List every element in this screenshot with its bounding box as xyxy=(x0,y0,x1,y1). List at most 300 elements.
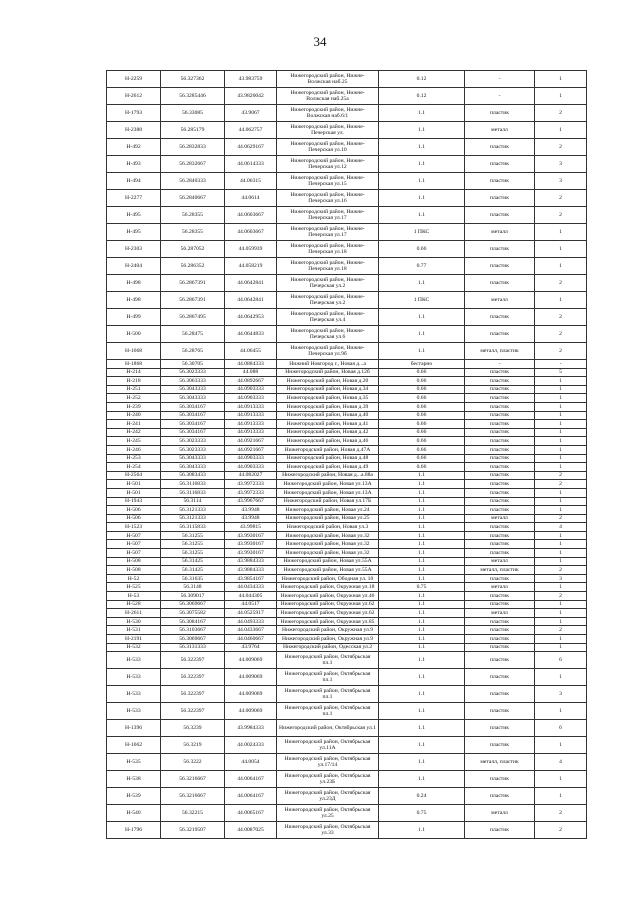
longitude-cell: 43.9067 xyxy=(225,105,277,122)
site-id-cell: Н-533 xyxy=(107,652,161,669)
material-cell: пластик xyxy=(465,463,535,472)
table-row xyxy=(107,463,587,472)
site-id-cell: Н-252 xyxy=(107,394,161,403)
volume-cell: 1.1 xyxy=(379,686,465,703)
count-cell: 3 xyxy=(535,156,587,173)
count-cell: 2 xyxy=(535,105,587,122)
table-row xyxy=(107,156,587,173)
latitude-cell: 56.32215 xyxy=(161,805,225,822)
latitude-cell: 56.3285446 xyxy=(161,88,225,105)
longitude-cell: 44.0913333 xyxy=(225,428,277,437)
longitude-cell: 44.009069 xyxy=(225,686,277,703)
latitude-cell: 56.327362 xyxy=(161,71,225,88)
site-id-cell: Н-254 xyxy=(107,463,161,472)
site-id-cell: Н-1662 xyxy=(107,737,161,754)
site-id-cell: Н-533 xyxy=(107,686,161,703)
material-cell: пластик xyxy=(465,241,535,258)
longitude-cell: 44.062757 xyxy=(225,122,277,139)
material-cell: - xyxy=(465,360,535,369)
count-cell: 2 xyxy=(535,207,587,224)
address-cell: Нижегородский район, Новая ул.3 xyxy=(277,523,379,532)
count-cell: 2 xyxy=(535,309,587,326)
table-row xyxy=(107,652,587,669)
count-cell: 2 xyxy=(535,190,587,207)
longitude-cell: 44.0064167 xyxy=(225,771,277,788)
site-id-cell: Н-2611 xyxy=(107,609,161,618)
table-row xyxy=(107,592,587,601)
site-id-cell: Н-246 xyxy=(107,445,161,454)
count-cell: 1 xyxy=(535,549,587,558)
site-id-cell: Н-508 xyxy=(107,557,161,566)
address-cell: Нижегородский район, Нижне-Печерская ул. xyxy=(277,122,379,139)
table-row xyxy=(107,411,587,420)
address-cell: Нижегородский район, Новая д.35 xyxy=(277,394,379,403)
count-cell: 1 xyxy=(535,402,587,411)
count-cell: 1 xyxy=(535,600,587,609)
longitude-cell: 43.99815 xyxy=(225,523,277,532)
address-cell: Нижегородский район, Новая д.47А xyxy=(277,445,379,454)
count-cell: 1 xyxy=(535,609,587,618)
longitude-cell: 44.0614 xyxy=(225,190,277,207)
latitude-cell: 56.322397 xyxy=(161,686,225,703)
longitude-cell: 44.088 xyxy=(225,368,277,377)
address-cell: Нижегородский район, Нижне-Печерская ул.17 xyxy=(277,207,379,224)
material-cell: пластик xyxy=(465,617,535,626)
site-id-cell: Н-2612 xyxy=(107,88,161,105)
count-cell: 1 xyxy=(535,420,587,429)
longitude-cell: 44.06315 xyxy=(225,173,277,190)
volume-cell: бестарно xyxy=(379,360,465,369)
count-cell: 1 xyxy=(535,771,587,788)
longitude-cell: 44.0087025 xyxy=(225,822,277,839)
volume-cell: 1.1 xyxy=(379,635,465,644)
address-cell: Нижегородский район, Октябрьская пл.1 xyxy=(277,686,379,703)
volume-cell: 0.12 xyxy=(379,88,465,105)
latitude-cell: 56.31425 xyxy=(161,557,225,566)
table-row xyxy=(107,643,587,652)
table-row xyxy=(107,385,587,394)
latitude-cell: 56.2867391 xyxy=(161,292,225,309)
latitude-cell: 56.3043333 xyxy=(161,394,225,403)
volume-cell: 0.66 xyxy=(379,368,465,377)
latitude-cell: 56.309017 xyxy=(161,592,225,601)
volume-cell: 0.66 xyxy=(379,428,465,437)
material-cell: пластик xyxy=(465,600,535,609)
table-row xyxy=(107,258,587,275)
longitude-cell: 44.0642841 xyxy=(225,292,277,309)
table-row xyxy=(107,720,587,737)
site-id-cell: Н-508 xyxy=(107,566,161,575)
volume-cell: 0.12 xyxy=(379,71,465,88)
volume-cell: 1.1 xyxy=(379,574,465,583)
count-cell: 1 xyxy=(535,788,587,805)
count-cell: 1 xyxy=(535,635,587,644)
volume-cell: 1.1 xyxy=(379,626,465,635)
address-cell: Нижегородский район, Октябрьская ул.17/14 xyxy=(277,754,379,771)
count-cell: 1 xyxy=(535,669,587,686)
volume-cell: 1.1 xyxy=(379,105,465,122)
material-cell: пластик xyxy=(465,480,535,489)
site-id-cell: Н-498 xyxy=(107,275,161,292)
count-cell: 1 xyxy=(535,643,587,652)
container-sites-table xyxy=(106,70,587,839)
site-id-cell: Н-241 xyxy=(107,420,161,429)
longitude-cell: 43.9972333 xyxy=(225,488,277,497)
longitude-cell: 43.9930167 xyxy=(225,540,277,549)
volume-cell: 0.66 xyxy=(379,385,465,394)
longitude-cell: 44.0903333 xyxy=(225,463,277,472)
table-row xyxy=(107,402,587,411)
address-cell: Нижегородский район, Нижне-Печерская ул.6 xyxy=(277,326,379,343)
material-cell: пластик xyxy=(465,669,535,686)
material-cell: металл xyxy=(465,224,535,241)
address-cell: Нижегородский район, Октябрьская ул.25 xyxy=(277,805,379,822)
latitude-cell: 56.3121333 xyxy=(161,506,225,515)
table-row xyxy=(107,635,587,644)
count-cell: 2 xyxy=(535,626,587,635)
material-cell: пластик xyxy=(465,549,535,558)
table-row xyxy=(107,488,587,497)
table-row xyxy=(107,703,587,720)
count-cell: 2 xyxy=(535,514,587,523)
latitude-cell: 56.28355 xyxy=(161,224,225,241)
address-cell: Нижний Новгород г., Новая д...а xyxy=(277,360,379,369)
count-cell: 1 xyxy=(535,88,587,105)
longitude-cell: 43.9948 xyxy=(225,514,277,523)
latitude-cell: 56.3034167 xyxy=(161,420,225,429)
latitude-cell: 56.3034167 xyxy=(161,428,225,437)
table-row xyxy=(107,788,587,805)
longitude-cell: 44.0054 xyxy=(225,754,277,771)
latitude-cell: 56.3069667 xyxy=(161,600,225,609)
latitude-cell: 56.322397 xyxy=(161,669,225,686)
volume-cell: 1.1 xyxy=(379,523,465,532)
volume-cell: 1.1 xyxy=(379,771,465,788)
volume-cell: 0.66 xyxy=(379,420,465,429)
site-id-cell: Н-253 xyxy=(107,454,161,463)
address-cell: Нижегородский район, Новая ул.13А xyxy=(277,480,379,489)
material-cell: пластик xyxy=(465,822,535,839)
volume-cell: 1.1 xyxy=(379,122,465,139)
latitude-cell: 56.3043333 xyxy=(161,385,225,394)
site-id-cell: Н-1796 xyxy=(107,822,161,839)
volume-cell: 1.1 xyxy=(379,531,465,540)
site-id-cell: Н-539 xyxy=(107,788,161,805)
address-cell: Нижегородский район, Нижне-Печерская ул.2 xyxy=(277,275,379,292)
site-id-cell: Н-1943 xyxy=(107,497,161,506)
material-cell: пластик xyxy=(465,368,535,377)
count-cell: 1 xyxy=(535,241,587,258)
count-cell: 1 xyxy=(535,488,587,497)
site-id-cell: Н-214 xyxy=(107,368,161,377)
volume-cell: 0.66 xyxy=(379,437,465,446)
address-cell: Нижегородский район, Новая ул.55А xyxy=(277,557,379,566)
material-cell: пластик xyxy=(465,720,535,737)
address-cell: Нижегородский район, Новая д.46 xyxy=(277,437,379,446)
volume-cell: 1.1 xyxy=(379,737,465,754)
count-cell: 6 xyxy=(535,720,587,737)
longitude-cell: 43.9967667 xyxy=(225,497,277,506)
longitude-cell: 44.0603667 xyxy=(225,224,277,241)
site-id-cell: Н-495 xyxy=(107,224,161,241)
volume-cell: 0.75 xyxy=(379,805,465,822)
longitude-cell: 44.0525917 xyxy=(225,609,277,618)
longitude-cell: 44.058219 xyxy=(225,258,277,275)
volume-cell: 1.1 xyxy=(379,156,465,173)
longitude-cell: 44.0903333 xyxy=(225,394,277,403)
count-cell: 1 xyxy=(535,703,587,720)
site-id-cell: Н-495 xyxy=(107,207,161,224)
site-id-cell: Н-498 xyxy=(107,292,161,309)
address-cell: Нижегородский район, Окружная ул.18 xyxy=(277,583,379,592)
site-id-cell: Н-533 xyxy=(107,703,161,720)
site-id-cell: Н-506 xyxy=(107,506,161,515)
count-cell: 5 xyxy=(535,368,587,377)
site-id-cell: Н-501 xyxy=(107,480,161,489)
latitude-cell: 56.3023333 xyxy=(161,445,225,454)
longitude-cell: 44.009069 xyxy=(225,703,277,720)
material-cell: пластик xyxy=(465,652,535,669)
count-cell: 2 xyxy=(535,822,587,839)
count-cell: 1 xyxy=(535,454,587,463)
latitude-cell: 56.3131333 xyxy=(161,643,225,652)
material-cell: пластик xyxy=(465,377,535,386)
table-row xyxy=(107,771,587,788)
site-id-cell: Н-52 xyxy=(107,574,161,583)
material-cell: металл xyxy=(465,557,535,566)
volume-cell: 1.1 xyxy=(379,173,465,190)
count-cell: 2 xyxy=(535,471,587,480)
latitude-cell: 56.31255 xyxy=(161,531,225,540)
address-cell: Нижегородский район, Новая д.49 xyxy=(277,463,379,472)
material-cell: пластик xyxy=(465,686,535,703)
material-cell: пластик xyxy=(465,523,535,532)
volume-cell: 0.66 xyxy=(379,445,465,454)
longitude-cell: 44.0517 xyxy=(225,600,277,609)
table-row xyxy=(107,71,587,88)
material-cell: пластик xyxy=(465,173,535,190)
count-cell: 4 xyxy=(535,523,587,532)
count-cell: 1 xyxy=(535,463,587,472)
count-cell: 2 xyxy=(535,326,587,343)
longitude-cell: 43.9984333 xyxy=(225,720,277,737)
table-row xyxy=(107,326,587,343)
material-cell: пластик xyxy=(465,454,535,463)
table-row xyxy=(107,754,587,771)
volume-cell: 1.1 xyxy=(379,275,465,292)
table-row xyxy=(107,105,587,122)
volume-cell: 0.66 xyxy=(379,241,465,258)
count-cell: 1 xyxy=(535,428,587,437)
table-row xyxy=(107,540,587,549)
count-cell: 3 xyxy=(535,686,587,703)
site-id-cell: Н-245 xyxy=(107,437,161,446)
latitude-cell: 56.3219507 xyxy=(161,822,225,839)
longitude-cell: 44.0629167 xyxy=(225,139,277,156)
longitude-cell: 44.009069 xyxy=(225,652,277,669)
material-cell: пластик xyxy=(465,471,535,480)
volume-cell: 1.1 xyxy=(379,207,465,224)
material-cell: пластик xyxy=(465,531,535,540)
address-cell: Нижегородский район, Новая д.39 xyxy=(277,402,379,411)
address-cell: Нижегородский район, Нижне-Печерская ул.9б xyxy=(277,343,379,360)
longitude-cell: 43.9884333 xyxy=(225,566,277,575)
material-cell: пластик xyxy=(465,635,535,644)
table-row xyxy=(107,514,587,523)
count-cell: 1 xyxy=(535,497,587,506)
table-row xyxy=(107,360,587,369)
site-id-cell: Н-499 xyxy=(107,309,161,326)
volume-cell: 0.66 xyxy=(379,454,465,463)
address-cell: Нижегородский район, Одесская ул.2 xyxy=(277,643,379,652)
site-id-cell: Н-1793 xyxy=(107,105,161,122)
table-row xyxy=(107,549,587,558)
page-number: 34 xyxy=(313,34,327,49)
count-cell: 1 xyxy=(535,437,587,446)
table-row xyxy=(107,506,587,515)
longitude-cell: 43.9948 xyxy=(225,506,277,515)
material-cell: пластик xyxy=(465,258,535,275)
volume-cell: 0.77 xyxy=(379,258,465,275)
address-cell: Нижегородский район, Октябрьская ул.1 xyxy=(277,720,379,737)
site-id-cell: Н-507 xyxy=(107,549,161,558)
table-row xyxy=(107,190,587,207)
count-cell: 2 xyxy=(535,480,587,489)
latitude-cell: 56.3043333 xyxy=(161,454,225,463)
count-cell: 1 xyxy=(535,394,587,403)
material-cell: пластик xyxy=(465,139,535,156)
address-cell: Нижегородский район, Нижне-Печерская ул.17 xyxy=(277,224,379,241)
latitude-cell: 56.3114 xyxy=(161,497,225,506)
table-row xyxy=(107,454,587,463)
material-cell: пластик xyxy=(465,275,535,292)
volume-cell: 0.66 xyxy=(379,402,465,411)
latitude-cell: 56.3084167 xyxy=(161,617,225,626)
material-cell: пластик xyxy=(465,207,535,224)
latitude-cell: 56.28355 xyxy=(161,207,225,224)
table-row xyxy=(107,574,587,583)
table-row xyxy=(107,805,587,822)
volume-cell: 0.75 xyxy=(379,583,465,592)
address-cell: Нижегородский район, Октябрьская ул.23Б xyxy=(277,771,379,788)
address-cell: Нижегородский район, Новая д.20 xyxy=(277,377,379,386)
volume-cell: 1.1 xyxy=(379,497,465,506)
site-id-cell: Н-538 xyxy=(107,771,161,788)
material-cell: пластик xyxy=(465,506,535,515)
volume-cell: 1.1 xyxy=(379,754,465,771)
address-cell: Нижегородский район, Нижне-Печерская ул.4 xyxy=(277,309,379,326)
volume-cell: 1.1 xyxy=(379,566,465,575)
address-cell: Нижегородский район, Окружная ул.9 xyxy=(277,626,379,635)
longitude-cell: 44.082027 xyxy=(225,471,277,480)
volume-cell: 1.1 xyxy=(379,488,465,497)
table-row xyxy=(107,531,587,540)
material-cell: металл xyxy=(465,609,535,618)
site-id-cell: Н-533 xyxy=(107,669,161,686)
site-id-cell: Н-1868 xyxy=(107,360,161,369)
latitude-cell: 56.3023333 xyxy=(161,437,225,446)
material-cell: - xyxy=(465,88,535,105)
latitude-cell: 56.3216667 xyxy=(161,771,225,788)
address-cell: Нижегородский район, Октябрьская пл.1 xyxy=(277,652,379,669)
address-cell: Нижегородский район, Нижне-Печерская ул.10 xyxy=(277,139,379,156)
address-cell: Нижегородский район, Окружная ул.46 xyxy=(277,592,379,601)
table-row xyxy=(107,600,587,609)
address-cell: Нижегородский район, Новая д...а.88а xyxy=(277,471,379,480)
table-row xyxy=(107,368,587,377)
material-cell: пластик xyxy=(465,497,535,506)
site-id-cell: Н-501 xyxy=(107,488,161,497)
longitude-cell: 44.0460667 xyxy=(225,635,277,644)
count-cell: 2 xyxy=(535,566,587,575)
material-cell: металл, пластик xyxy=(465,566,535,575)
latitude-cell: 56.3075582 xyxy=(161,609,225,618)
count-cell: 6 xyxy=(535,652,587,669)
longitude-cell: 44.0644833 xyxy=(225,326,277,343)
address-cell: Нижегородский район, Нижне-Печерская ул.15 xyxy=(277,173,379,190)
material-cell: металл, пластик xyxy=(465,754,535,771)
latitude-cell: 56.2867495 xyxy=(161,309,225,326)
table-row xyxy=(107,617,587,626)
site-id-cell: Н-507 xyxy=(107,531,161,540)
table-row xyxy=(107,566,587,575)
table-row xyxy=(107,122,587,139)
table-row xyxy=(107,437,587,446)
latitude-cell: 56.3121333 xyxy=(161,514,225,523)
table-row xyxy=(107,173,587,190)
volume-cell: 0.66 xyxy=(379,377,465,386)
latitude-cell: 56.2832833 xyxy=(161,139,225,156)
table-row xyxy=(107,224,587,241)
longitude-cell: 44.0065167 xyxy=(225,805,277,822)
count-cell: 1 xyxy=(535,292,587,309)
address-cell: Нижегородский район, Новая ул.55А xyxy=(277,566,379,575)
address-cell: Нижегородский район, Нижне-Печерская ул.12 xyxy=(277,156,379,173)
table-row xyxy=(107,626,587,635)
material-cell: пластик xyxy=(465,737,535,754)
site-id-cell: Н-506 xyxy=(107,514,161,523)
address-cell: Нижегородский район, Октябрьская ул.11А xyxy=(277,737,379,754)
longitude-cell: 44.0433667 xyxy=(225,626,277,635)
longitude-cell: 44.0603667 xyxy=(225,207,277,224)
latitude-cell: 56.3239 xyxy=(161,720,225,737)
volume-cell: 1.1 xyxy=(379,471,465,480)
table-row xyxy=(107,309,587,326)
volume-cell: 0.66 xyxy=(379,411,465,420)
material-cell: пластик xyxy=(465,309,535,326)
latitude-cell: 56.2832667 xyxy=(161,156,225,173)
longitude-cell: 43.983759 xyxy=(225,71,277,88)
site-id-cell: Н-500 xyxy=(107,326,161,343)
volume-cell: 1 ПКС xyxy=(379,224,465,241)
longitude-cell: 44.0434333 xyxy=(225,583,277,592)
volume-cell: 1.1 xyxy=(379,326,465,343)
longitude-cell: 44.0884333 xyxy=(225,360,277,369)
volume-cell: 1.1 xyxy=(379,506,465,515)
material-cell: металл xyxy=(465,514,535,523)
table-row xyxy=(107,420,587,429)
site-id-cell: Н-251 xyxy=(107,385,161,394)
latitude-cell: 56.3116833 xyxy=(161,488,225,497)
site-id-cell: Н-494 xyxy=(107,173,161,190)
latitude-cell: 56.31635 xyxy=(161,574,225,583)
address-cell: Нижегородский район, Новая д.42 xyxy=(277,428,379,437)
longitude-cell: 44.0024333 xyxy=(225,737,277,754)
count-cell: 1 xyxy=(535,737,587,754)
latitude-cell: 56.322397 xyxy=(161,703,225,720)
latitude-cell: 56.31255 xyxy=(161,540,225,549)
table-row xyxy=(107,275,587,292)
